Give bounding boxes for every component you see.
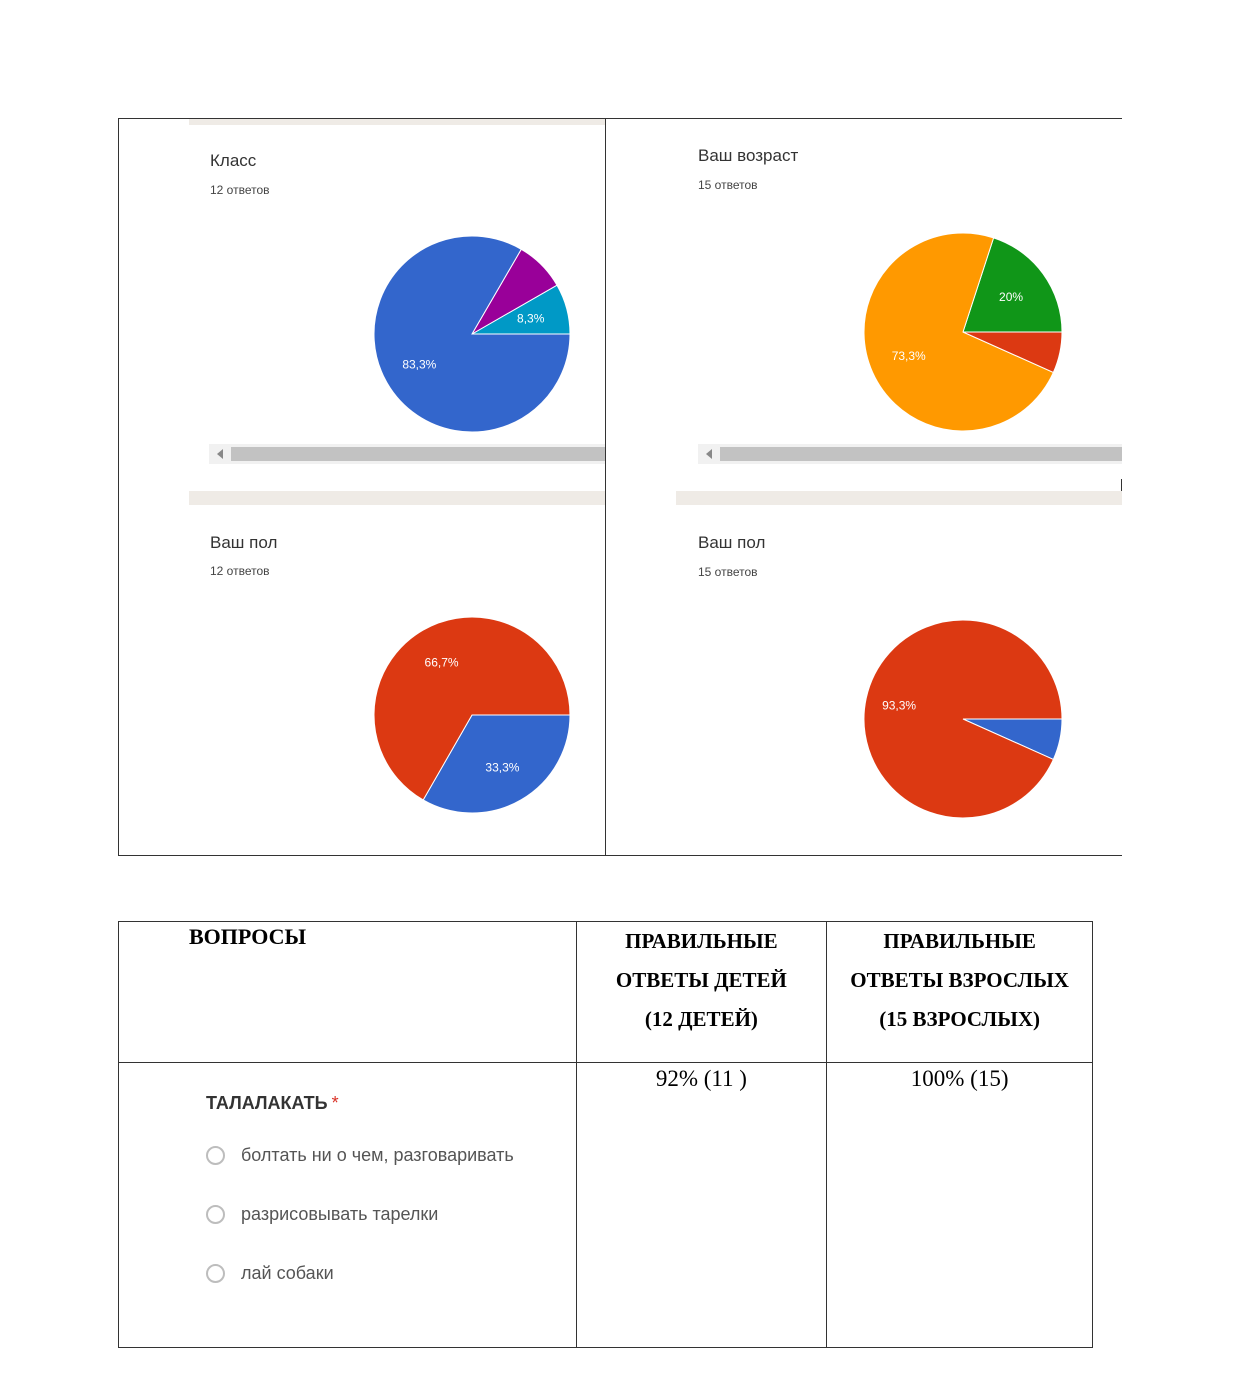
radio-option[interactable] [206, 1199, 576, 1229]
children-result: 92% (11 ) [655, 1066, 747, 1091]
slice-label: 93,3% [882, 698, 917, 713]
header-children-cell [576, 922, 827, 1063]
slice-label: 83,3% [402, 357, 437, 372]
header-line: (12 ДЕТЕЙ) [644, 1007, 758, 1031]
header-line: (15 ВЗРОСЛЫХ) [879, 1007, 1040, 1031]
response-count: 15 ответов [698, 178, 758, 192]
header-line: ОТВЕТЫ ДЕТЕЙ [615, 968, 787, 992]
slice-label: 33,3% [485, 760, 520, 775]
header-line: ПРАВИЛЬНЫЕ [625, 929, 778, 953]
header-line: ПРАВИЛЬНЫЕ [883, 929, 1036, 953]
option-label: разрисовывать тарелки [241, 1203, 439, 1224]
radio-option[interactable] [206, 1258, 576, 1288]
required-mark: * [331, 1093, 339, 1113]
scroll-left-icon[interactable] [217, 449, 223, 459]
chart-title: Ваш возраст [698, 146, 799, 165]
slice-label: 73,3% [891, 349, 926, 364]
pie-chart-age [864, 233, 1062, 431]
question-title-text: ТАЛАЛАКАТЬ [206, 1093, 328, 1113]
slice-label: 66,7% [424, 655, 459, 670]
panel-band [189, 491, 605, 505]
response-count: 12 ответов [210, 183, 270, 197]
pie-chart-class [374, 236, 570, 432]
results-table [118, 921, 1093, 1348]
header-questions: ВОПРОСЫ [189, 924, 307, 949]
pie-chart-gender-children [374, 617, 570, 813]
chart-title: Класс [210, 151, 257, 170]
response-count: 15 ответов [698, 565, 758, 579]
header-adults [827, 922, 1092, 1039]
question-cell [119, 1063, 577, 1348]
radio-option[interactable] [206, 1140, 576, 1170]
panel-band [676, 491, 1122, 505]
pie-chart-gender-adults [864, 620, 1062, 818]
table-header-row [119, 922, 1093, 1063]
option-label: болтать ни о чем, разговаривать [241, 1144, 514, 1165]
panel-band [189, 119, 605, 125]
scroll-thumb[interactable] [720, 447, 1122, 461]
children-result-cell [576, 1063, 827, 1348]
pie-slice [864, 620, 1062, 818]
table-row [119, 1063, 1093, 1348]
header-adults-cell [827, 922, 1093, 1063]
scroll-thumb[interactable] [231, 447, 605, 461]
question-title [206, 1093, 576, 1114]
slice-label: 20% [999, 290, 1024, 305]
radio-button[interactable] [206, 1264, 225, 1283]
scroll-left-icon[interactable] [706, 449, 712, 459]
adults-result-cell [827, 1063, 1093, 1348]
horizontal-scrollbar[interactable] [698, 444, 1122, 464]
option-label: лай собаки [241, 1262, 334, 1283]
grid-divider [605, 118, 606, 856]
header-questions-cell [119, 922, 577, 1063]
header-line: ОТВЕТЫ ВЗРОСЛЫХ [850, 968, 1069, 992]
chart-title: Ваш пол [698, 533, 766, 552]
radio-button[interactable] [206, 1205, 225, 1224]
adults-result: 100% (15) [910, 1066, 1009, 1091]
slice-label: 8,3% [517, 311, 545, 326]
radio-button[interactable] [206, 1146, 225, 1165]
chart-title: Ваш пол [210, 533, 278, 552]
header-children [577, 922, 827, 1039]
horizontal-scrollbar[interactable] [209, 444, 605, 464]
response-count: 12 ответов [210, 564, 270, 578]
